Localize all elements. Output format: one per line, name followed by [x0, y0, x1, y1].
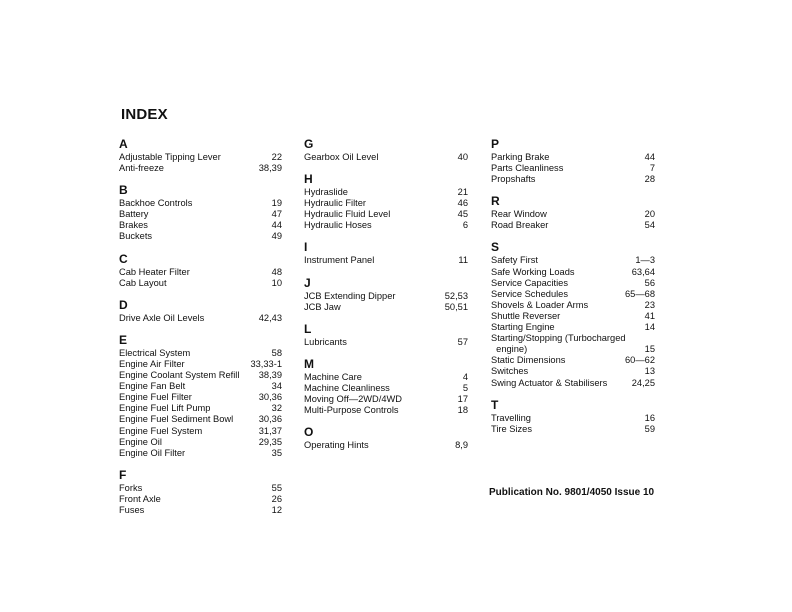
- entry-page: 18: [457, 405, 468, 416]
- section-letter: D: [119, 297, 128, 312]
- index-entry: [491, 163, 655, 174]
- entry-page: 20: [644, 209, 655, 220]
- entry-text: Backhoe Controls: [119, 198, 193, 209]
- index-entry: [491, 267, 655, 278]
- entry-page: 7: [649, 163, 655, 174]
- entry-text: Buckets: [119, 231, 153, 242]
- entry-text: Propshafts: [491, 174, 536, 185]
- index-entry: [119, 370, 282, 381]
- entry-page: 10: [271, 277, 282, 288]
- entry-page: 26: [271, 493, 282, 504]
- index-column-3: [491, 137, 655, 444]
- index-section-i: [304, 240, 468, 266]
- index-entry: [304, 291, 468, 302]
- index-entry: [304, 383, 468, 394]
- entry-page: 34: [271, 381, 282, 392]
- entry-page: 13: [644, 366, 655, 377]
- index-entry: [304, 255, 468, 266]
- index-entry: [119, 231, 282, 242]
- index-entry: [304, 302, 468, 313]
- index-entry: [304, 405, 468, 416]
- index-entry: [119, 437, 282, 448]
- entry-page: 32: [271, 403, 282, 414]
- index-section-j: [304, 276, 468, 313]
- entry-text: engine): [491, 344, 528, 355]
- entry-text: Starting/Stopping (Turbocharged: [491, 333, 626, 344]
- entry-page: 50,51: [444, 301, 468, 312]
- index-entry: [491, 355, 655, 366]
- index-section-h: [304, 172, 468, 231]
- section-letter: B: [119, 183, 128, 198]
- index-section-o: [304, 425, 468, 451]
- section-letter: I: [304, 240, 308, 255]
- entry-page: 55: [271, 482, 282, 493]
- index-entry: [491, 424, 655, 435]
- entry-text: Engine Oil: [119, 436, 162, 447]
- entry-text: Shovels & Loader Arms: [491, 299, 589, 310]
- index-entry: [119, 381, 282, 392]
- entry-text: Road Breaker: [491, 220, 549, 231]
- entry-page: 23: [644, 299, 655, 310]
- index-entry: [119, 414, 282, 425]
- entry-page: 57: [457, 336, 468, 347]
- section-letter: E: [119, 332, 128, 347]
- index-section-s: [491, 240, 655, 388]
- entry-text: Brakes: [119, 220, 148, 231]
- index-entry: [119, 209, 282, 220]
- section-letter: A: [119, 137, 128, 151]
- entry-page: 60—62: [625, 355, 655, 366]
- entry-page: 5: [462, 382, 468, 393]
- index-entry: [491, 300, 655, 311]
- entry-page: 30,36: [258, 414, 282, 425]
- entry-text: Tire Sizes: [491, 423, 532, 434]
- entry-text: Static Dimensions: [491, 355, 566, 366]
- section-letter: M: [304, 356, 314, 371]
- index-entry: [304, 209, 468, 220]
- entry-page: 59: [644, 423, 655, 434]
- entry-text: Hydraulic Fluid Level: [304, 209, 391, 220]
- index-section-b: [119, 183, 282, 242]
- section-letter: O: [304, 425, 314, 440]
- entry-page: 40: [457, 152, 468, 162]
- entry-page: 49: [271, 231, 282, 242]
- entry-text: Safety First: [491, 255, 539, 266]
- entry-page: 14: [644, 322, 655, 333]
- entry-page: 52,53: [444, 290, 468, 301]
- entry-page: 11: [458, 255, 468, 266]
- entry-page: 15: [644, 344, 655, 355]
- index-entry: [491, 209, 655, 220]
- index-entry: [119, 220, 282, 231]
- entry-page: 22: [271, 152, 282, 162]
- entry-text: Gearbox Oil Level: [304, 152, 379, 162]
- entry-text: Hydraulic Filter: [304, 198, 366, 209]
- index-entry: [304, 187, 468, 198]
- entry-page: 45: [457, 209, 468, 220]
- entry-page: 21: [457, 187, 468, 198]
- index-entry: [119, 278, 282, 289]
- entry-text: Front Axle: [119, 493, 161, 504]
- index-entry: [491, 322, 655, 333]
- section-letter: P: [491, 137, 500, 151]
- index-entry: [491, 174, 655, 185]
- index-entry: [119, 505, 282, 516]
- index-entry: [491, 366, 655, 377]
- index-entry: [119, 403, 282, 414]
- section-letter: L: [304, 321, 312, 336]
- entry-page: 38,39: [258, 370, 282, 381]
- index-section-c: [119, 252, 282, 289]
- index-entry: [304, 220, 468, 231]
- index-entry: [304, 440, 468, 451]
- index-entry: [491, 311, 655, 322]
- entry-page: 16: [644, 412, 655, 423]
- index-entry: [119, 267, 282, 278]
- entry-text: Fuses: [119, 504, 145, 515]
- entry-page: 6: [462, 220, 468, 231]
- entry-page: 31,37: [258, 425, 282, 436]
- index-section-d: [119, 298, 282, 324]
- entry-page: 30,36: [258, 392, 282, 403]
- index-entry: [491, 333, 655, 344]
- entry-text: Engine Air Filter: [119, 358, 185, 369]
- entry-page: 48: [271, 266, 282, 277]
- index-section-g: [304, 137, 468, 163]
- entry-text: Engine Fan Belt: [119, 381, 186, 392]
- section-letter: F: [119, 467, 127, 482]
- index-section-m: [304, 357, 468, 416]
- index-section-l: [304, 322, 468, 348]
- section-letter: H: [304, 172, 313, 187]
- index-entry: [491, 289, 655, 300]
- index-entry: [304, 372, 468, 383]
- entry-text: JCB Extending Dipper: [304, 290, 396, 301]
- entry-text: Forks: [119, 482, 143, 493]
- entry-text: Parts Cleanliness: [491, 163, 564, 174]
- entry-page: 29,35: [258, 436, 282, 447]
- entry-page: 24,25: [631, 377, 655, 388]
- entry-text: Operating Hints: [304, 440, 369, 451]
- entry-text: Adjustable Tipping Lever: [119, 152, 221, 162]
- entry-text: Safe Working Loads: [491, 266, 575, 277]
- entry-text: Machine Care: [304, 371, 362, 382]
- index-entry: [304, 394, 468, 405]
- index-entry: [119, 448, 282, 459]
- entry-text: Engine Fuel Filter: [119, 392, 192, 403]
- entry-text: Battery: [119, 209, 149, 220]
- entry-text: Cab Layout: [119, 277, 167, 288]
- index-column-1: [119, 137, 282, 525]
- entry-page: 33,33-1: [250, 358, 282, 369]
- entry-text: Starting Engine: [491, 322, 555, 333]
- entry-page: 44: [644, 152, 655, 162]
- index-entry: [119, 163, 282, 174]
- index-entry: [304, 198, 468, 209]
- index-section-t: [491, 398, 655, 435]
- index-entry: [119, 313, 282, 324]
- index-entry: [491, 378, 655, 389]
- entry-text: Parking Brake: [491, 152, 550, 162]
- entry-page: 35: [271, 447, 282, 458]
- index-entry: [491, 220, 655, 231]
- section-letter: J: [304, 275, 311, 290]
- section-letter: R: [491, 194, 500, 209]
- entry-page: 4: [462, 371, 468, 382]
- entry-text: Rear Window: [491, 209, 547, 220]
- entry-page: 47: [271, 209, 282, 220]
- entry-page: 42,43: [258, 312, 282, 323]
- entry-text: Anti-freeze: [119, 163, 164, 174]
- section-letter: C: [119, 251, 128, 266]
- entry-page: 54: [644, 220, 655, 231]
- entry-text: Moving Off—2WD/4WD: [304, 394, 402, 405]
- index-entry: [491, 152, 655, 163]
- section-letter: T: [491, 397, 499, 412]
- index-section-e: [119, 333, 282, 459]
- entry-text: Drive Axle Oil Levels: [119, 312, 205, 323]
- entry-text: Service Schedules: [491, 288, 568, 299]
- section-letter: G: [304, 137, 314, 151]
- entry-text: Shuttle Reverser: [491, 310, 561, 321]
- page-title: INDEX: [121, 106, 168, 123]
- publication-number: Publication No. 9801/4050 Issue 10: [489, 487, 655, 498]
- entry-page: 58: [271, 347, 282, 358]
- entry-text: Swing Actuator & Stabilisers: [491, 377, 608, 388]
- index-entry: [491, 255, 655, 266]
- entry-text: Engine Fuel Lift Pump: [119, 403, 211, 414]
- index-section-a: [119, 137, 282, 174]
- entry-text: Travelling: [491, 412, 531, 423]
- entry-text: JCB Jaw: [304, 301, 341, 312]
- index-entry: [119, 348, 282, 359]
- entry-text: Engine Fuel System: [119, 425, 203, 436]
- entry-text: Hydraulic Hoses: [304, 220, 372, 231]
- index-entry: [491, 278, 655, 289]
- entry-page: 8,9: [455, 440, 468, 451]
- index-entry: [119, 494, 282, 505]
- index-section-f: [119, 468, 282, 516]
- entry-page: 28: [644, 174, 655, 185]
- entry-text: Engine Fuel Sediment Bowl: [119, 414, 234, 425]
- index-column-2: [304, 137, 468, 460]
- index-entry: [304, 152, 468, 163]
- entry-text: Engine Oil Filter: [119, 447, 186, 458]
- entry-text: Multi-Purpose Controls: [304, 405, 399, 416]
- entry-page: 38,39: [258, 163, 282, 174]
- entry-text: Service Capacities: [491, 277, 568, 288]
- entry-page: 56: [644, 277, 655, 288]
- index-section-r: [491, 194, 655, 231]
- entry-text: Engine Coolant System Refill: [119, 370, 240, 381]
- index-entry: [119, 359, 282, 370]
- entry-text: Lubricants: [304, 336, 347, 347]
- index-section-p: [491, 137, 655, 185]
- entry-page: 19: [271, 198, 282, 209]
- section-letter: S: [491, 240, 500, 255]
- index-entry: [119, 152, 282, 163]
- entry-page: 1—3: [635, 255, 655, 266]
- entry-page: 63,64: [631, 266, 655, 277]
- entry-text: Electrical System: [119, 347, 191, 358]
- entry-text: Machine Cleanliness: [304, 382, 390, 393]
- entry-page: 41: [644, 310, 655, 321]
- entry-page: 17: [457, 394, 468, 405]
- index-entry: [119, 392, 282, 403]
- index-entry: [119, 483, 282, 494]
- index-entry: [491, 344, 655, 355]
- entry-page: 44: [271, 220, 282, 231]
- index-entry: [119, 198, 282, 209]
- entry-text: Instrument Panel: [304, 255, 375, 266]
- entry-text: Switches: [491, 366, 529, 377]
- entry-page: 65—68: [625, 288, 655, 299]
- entry-page: 46: [457, 198, 468, 209]
- entry-text: Cab Heater Filter: [119, 266, 190, 277]
- entry-page: 12: [271, 504, 282, 515]
- index-entry: [119, 426, 282, 437]
- entry-text: Hydraslide: [304, 187, 348, 198]
- index-entry: [491, 413, 655, 424]
- index-entry: [304, 337, 468, 348]
